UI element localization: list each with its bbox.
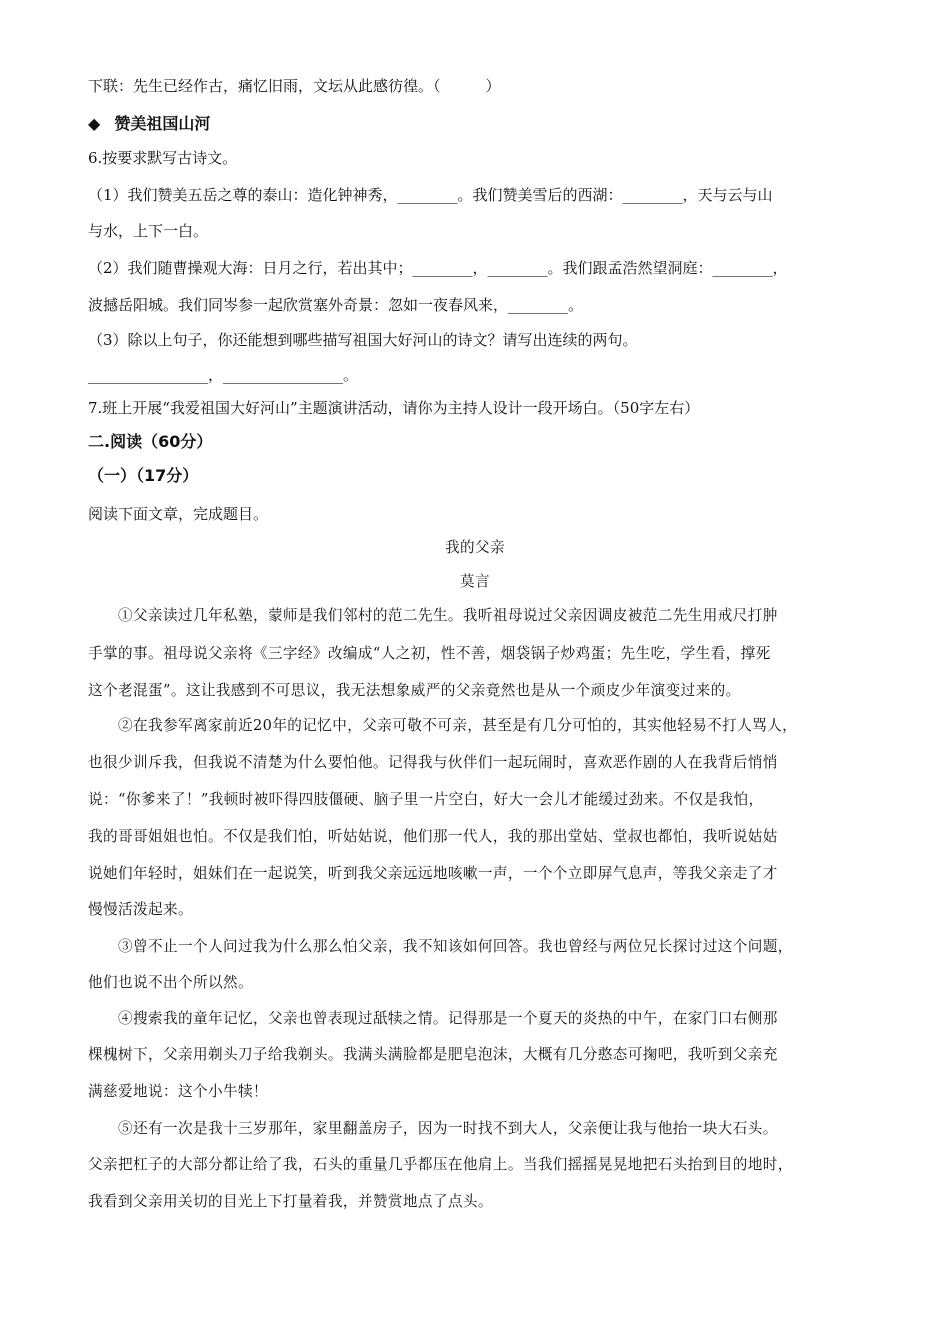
essay-line: 也很少训斥我，但我说不清楚为什么要怕他。记得我与伙伴们一起玩闹时，喜欢恶作剧的人在我背后悄悄 [88,754,778,771]
essay-line: 手掌的事。祖母说父亲将《三字经》改编成“人之初，性不善，烟袋锅子炒鸡蛋；先生吃，学生看，撑死 [88,645,771,662]
essay-line: 满慈爱地说：这个小牛犊！ [88,1083,268,1100]
subheading-text: 赞美祖国山河 [114,114,211,133]
reading-instruction: 阅读下面文章，完成题目。 [88,505,269,523]
essay-title: 我的父亲 [445,539,505,556]
essay-line: ①父亲读过几年私塾，蒙师是我们邻村的范二先生。我听祖母说过父亲因调皮被范二先生用戒尺打肿 [118,607,778,624]
essay-line: ⑤还有一次是我十三岁那年，家里翻盖房子，因为一时找不到大人，父亲便让我与他抬一块大石头。 [118,1120,778,1137]
essay-line: 我的哥哥姐姐也怕。不仅是我们怕，听姑姑说，他们那一代人，我的那出堂姑、堂叔也都怕，我听说姑姑 [88,828,778,845]
diamond-bullet-icon: ◆ [88,114,101,133]
essay-author: 莫言 [460,573,490,590]
essay-line: 父亲把杠子的大部分都让给了我，石头的重量几乎都压在他肩上。当我们摇摇晃晃地把石头抬到目的地时， [88,1156,793,1173]
essay-line: 说：“你爹来了！”我顿时被吓得四肢僵硬、脑子里一片空白，好大一会儿才能缓过劲来。不仅是我怕， [88,791,764,808]
q6-part2-line2: 波撼岳阳城。我们同岑参一起欣赏塞外奇景：忽如一夜春风来，________。 [88,296,584,314]
q6-title: 6.按要求默写古诗文。 [88,149,238,167]
reading-section-title: 二.阅读（60分） [88,432,213,451]
q6-part3-answer-blanks: ________________，________________。 [88,366,359,384]
essay-line: 说她们年轻时，姐妹们在一起说笑，听到我父亲远远地咳嗽一声，一个个立即屏气息声，等我父亲走了才 [88,865,778,882]
essay-line: 这个老混蛋”。这让我感到不可思议，我无法想象威严的父亲竟然也是从一个顽皮少年演变过来的。 [88,682,741,699]
essay-line: 我看到父亲用关切的目光上下打量着我，并赞赏地点了点头。 [88,1193,493,1210]
essay-line: 棵槐树下，父亲用剃头刀子给我剃头。我满头满脸都是肥皂泡沫，大概有几分憨态可掬吧，我听到父亲充 [88,1046,778,1063]
essay-line: ②在我参军离家前近20年的记忆中，父亲可敬不可亲，甚至是有几分可怕的，其实他轻易不打人骂人， [118,717,798,734]
essay-line: ④搜索我的童年记忆，父亲也曾表现过舐犊之情。记得那是一个夏天的炎热的中午，在家门口右侧那 [118,1010,778,1027]
reading-part-title: （一）（17分） [88,466,199,485]
q6-part2-line1: （2）我们随曹操观大海：日月之行，若出其中；________，________。我们跟孟浩然望洞庭：________， [88,259,788,277]
essay-line: ③曾不止一个人问过我为什么那么怕父亲，我不知该如何回答。我也曾经与两位兄长探讨过这个问题， [118,938,793,955]
subheading-praise-motherland [88,114,868,134]
q6-part1-line1: （1）我们赞美五岳之尊的泰山：造化钟神秀，________。我们赞美雪后的西湖：________，天与云与山 [88,186,773,204]
lower-couplet-line: 下联：先生已经作古，痛忆旧雨，文坛从此感彷徨。（ ） [88,77,501,95]
essay-line: 他们也说不出个所以然。 [88,974,253,991]
q6-part1-line2: 与水，上下一白。 [88,222,209,240]
q7-title: 7.班上开展“我爱祖国大好河山”主题演讲活动，请你为主持人设计一段开场白。（50字左右） [88,399,700,417]
essay-line: 慢慢活泼起来。 [88,901,193,918]
q6-part3-line1: （3）除以上句子，你还能想到哪些描写祖国大好河山的诗文？请写出连续的两句。 [88,331,638,349]
